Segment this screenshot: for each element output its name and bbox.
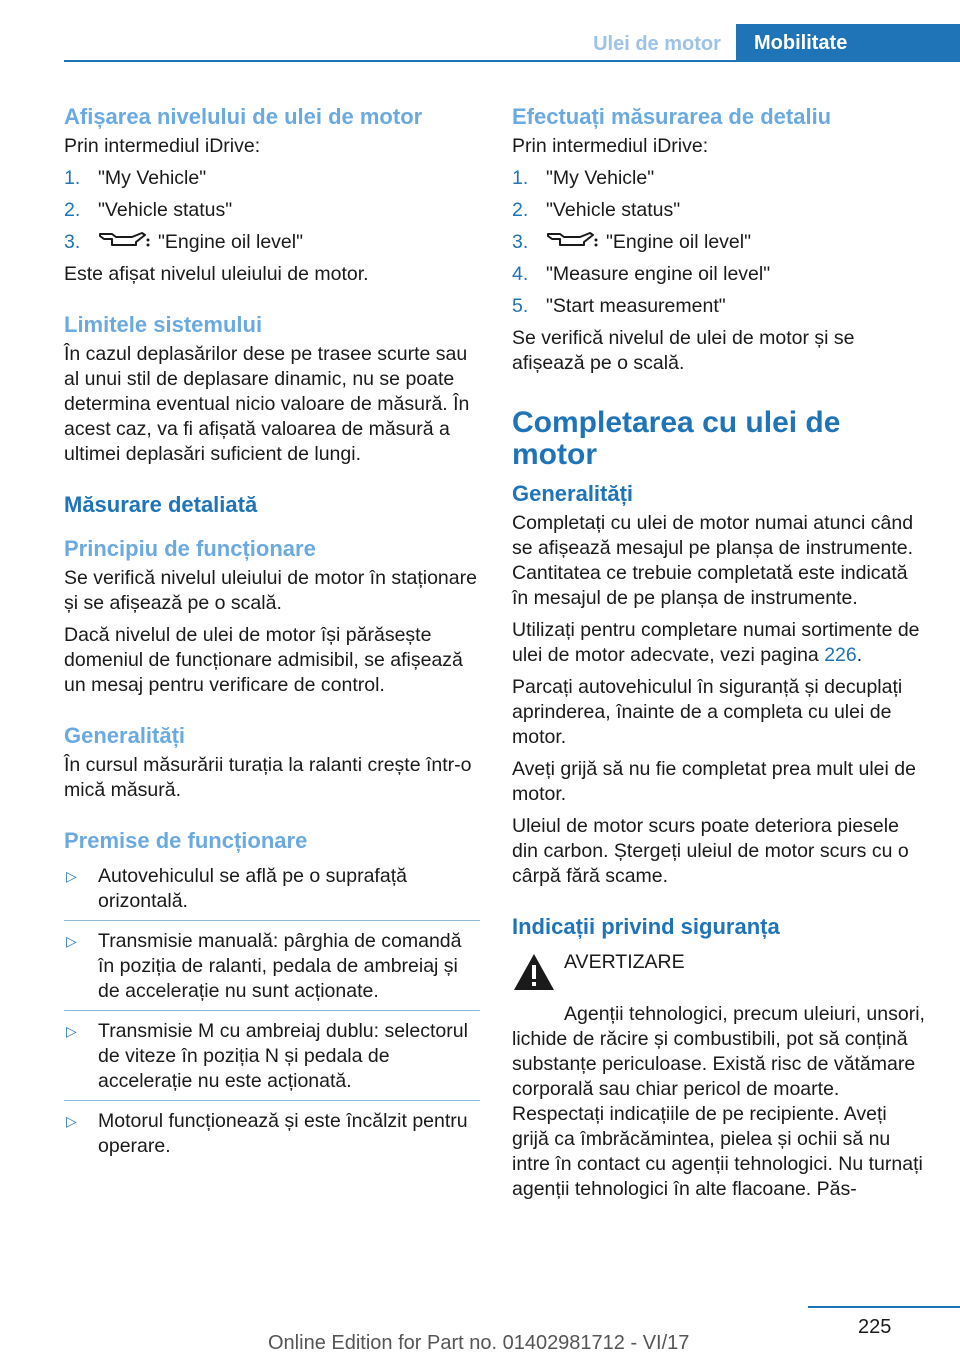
warning-label: AVERTIZARE [564, 951, 685, 973]
list-item [512, 166, 928, 198]
list-item [512, 294, 928, 326]
step-number: 1. [64, 167, 81, 189]
list-item [512, 230, 928, 262]
step-text: "Start measurement" [546, 295, 726, 317]
list-item [512, 198, 928, 230]
step-text: "My Vehicle" [546, 167, 655, 189]
step-number: 5. [512, 295, 529, 317]
list-item [512, 262, 928, 294]
limits-text: În cazul deplasărilor dese pe trasee scurte sau al unui stil de deplasare dinamic, nu se poate determina eventual nicio valoare de măsură. În acest caz, va fi afișată valoarea de măsură a ultimei deplasări suficient de lungi. [64, 343, 470, 465]
footer-rule [808, 1306, 960, 1308]
list-item [64, 1019, 480, 1094]
measure-result-text: Se verifică nivelul de ulei de motor și se afișează pe o scală. [512, 327, 855, 374]
steps-list-measure [512, 166, 928, 326]
warning-box [512, 950, 928, 1004]
step-number: 3. [512, 231, 529, 253]
prereq-text: Transmisie manuală: pârghia de comandă în poziția de ralanti, pedala de ambreiaj și de accelerație nu sunt acționate. [98, 930, 462, 1002]
step-text: "Vehicle status" [546, 199, 681, 221]
step-number: 1. [512, 167, 529, 189]
heading-safety: Indicații privind siguranța [512, 914, 780, 939]
warning-triangle-icon [512, 952, 556, 999]
list-item [64, 864, 480, 914]
list-item [64, 166, 480, 198]
general-paragraph-4: Aveți grijă să nu fie completat prea mult ulei de motor. [512, 758, 916, 805]
step-text: "Vehicle status" [98, 199, 233, 221]
via-idrive-text: Prin intermediul iDrive: [512, 135, 709, 157]
list-item [64, 198, 480, 230]
oil-can-icon [546, 230, 598, 255]
general-paragraph-1: Completați cu ulei de motor numai atunci când se afișează mesajul pe planșa de instrumente. Cantitatea ce trebuie completată este indicată în mesajul de pe planșa de instrumente. [512, 512, 914, 609]
left-column [64, 100, 480, 1174]
step-text: "Engine oil level" [158, 231, 304, 253]
prerequisites-list [64, 864, 480, 1159]
general-paragraph-2-text: Utilizați pentru completare numai sortimente de ulei de motor adecvate, vezi pagina [512, 619, 920, 666]
general-paragraph-2-end: . [856, 644, 863, 666]
step-number: 2. [512, 199, 529, 221]
page-link-226[interactable]: 226 [824, 644, 857, 666]
general-paragraph-2 [512, 618, 928, 668]
heading-general-topup: Generalități [512, 481, 634, 506]
principle-text-1: Se verifică nivelul uleiului de motor în staționare și se afișează pe o scală. [64, 567, 477, 614]
header-tab-section[interactable]: Ulei de motor [593, 33, 721, 55]
step-number: 4. [512, 263, 529, 285]
heading-system-limits: Limitele sistemului [64, 312, 263, 337]
general-text: În cursul măsurării turația la ralanti crește într-o mică măsură. [64, 754, 472, 801]
heading-detail-measurement: Măsurare detaliată [64, 492, 258, 517]
triangle-right-icon: ▷ [66, 1023, 77, 1039]
step-number: 3. [64, 231, 81, 253]
list-item [64, 230, 480, 262]
prereq-text: Motorul funcționează și este încălzit pentru operare. [98, 1110, 468, 1157]
heading-detail-measure: Efectuați măsurarea de detaliu [512, 104, 832, 129]
general-paragraph-3: Parcați autovehiculul în siguranță și decuplați aprinderea, înainte de a completa cu ulei de motor. [512, 676, 903, 748]
list-item [64, 929, 480, 1004]
right-column [512, 100, 928, 1209]
general-paragraph-5: Uleiul de motor scurs poate deteriora piesele din carbon. Ștergeți uleiul de motor scurs cu o cârpă fără scame. [512, 815, 909, 887]
triangle-right-icon: ▷ [66, 933, 77, 949]
step-text: "Measure engine oil level" [546, 263, 771, 285]
via-idrive-text: Prin intermediul iDrive: [64, 135, 261, 157]
prereq-text: Autovehiculul se află pe o suprafață orizontală. [98, 865, 407, 912]
heading-topup-oil: Completarea cu ulei de motor [512, 406, 841, 471]
page-number: 225 [858, 1316, 892, 1338]
principle-text-2: Dacă nivelul de ulei de motor își părăsește domeniul de funcționare admisibil, se afișează un mesaj pentru verificare de control. [64, 624, 463, 696]
steps-list-display [64, 166, 480, 262]
warning-text: Agenții tehnologici, precum uleiuri, unsori, lichide de răcire și combustibili, pot să conțină substanțe periculoase. Există risc de vătămare corporală sau chiar pericol de moarte. Respectați indicațiile de pe recipiente. Aveți grijă ca îmbrăcămintea, pielea și ochii să nu intre în contact cu agenții tehnologici. Nu turnați agenții tehnologici în alte flacoane. Păs- [512, 1003, 925, 1200]
oil-can-icon [98, 230, 150, 255]
heading-principle: Principiu de funcționare [64, 536, 316, 561]
displayed-text: Este afișat nivelul uleiului de motor. [64, 263, 369, 285]
step-text: "My Vehicle" [98, 167, 207, 189]
step-number: 2. [64, 199, 81, 221]
triangle-right-icon: ▷ [66, 868, 77, 884]
edition-text: Online Edition for Part no. 01402981712 - VI/17 [268, 1332, 690, 1354]
heading-prerequisites: Premise de funcționare [64, 828, 308, 853]
heading-general: Generalități [64, 723, 186, 748]
list-item [64, 1109, 480, 1159]
heading-oil-level-display: Afișarea nivelului de ulei de motor [64, 104, 423, 129]
prereq-text: Transmisie M cu ambreiaj dublu: selectorul de viteze în poziția N și pedala de accelerație nu este acționată. [98, 1020, 468, 1092]
header-tab-chapter[interactable]: Mobilitate [736, 24, 960, 62]
triangle-right-icon: ▷ [66, 1113, 77, 1129]
step-text: "Engine oil level" [606, 231, 752, 253]
